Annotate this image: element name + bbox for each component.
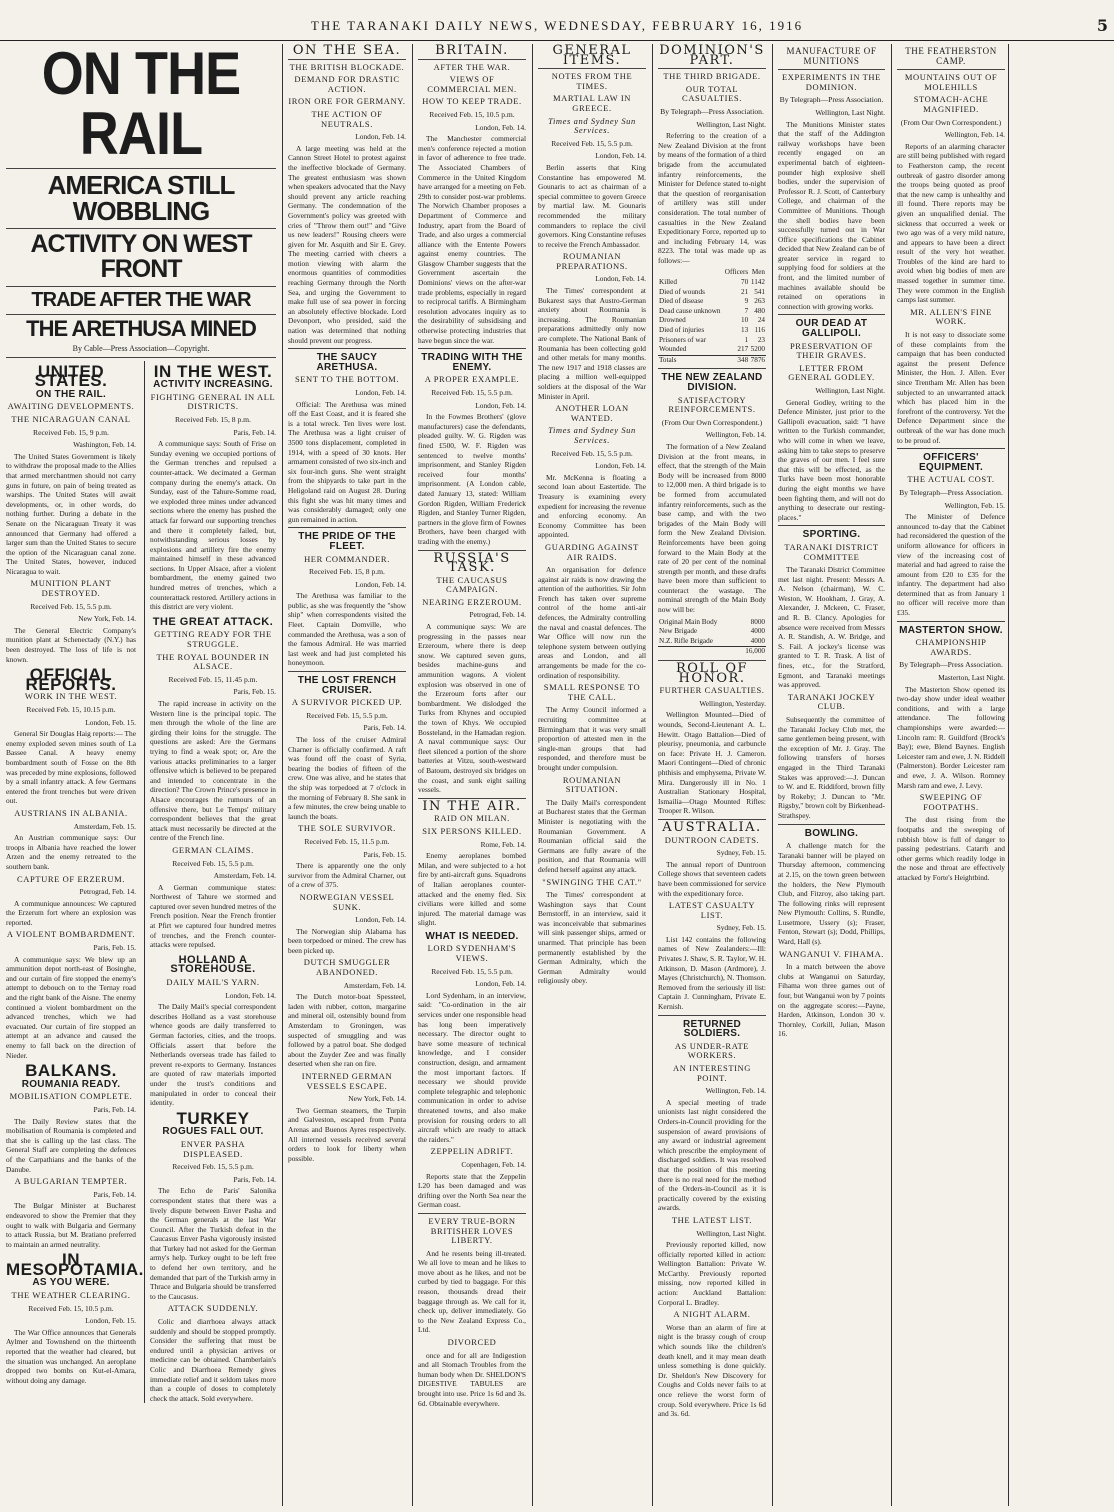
dateline: Wellington, Last Night. (815, 386, 885, 395)
subhead: WANGANUI V. FIHAMA. (778, 948, 885, 959)
article-body: The Norwegian ship Alabama has been torpedoed or mined. The crew has been picked up. (288, 926, 406, 955)
subhead: ZEPPELIN ADRIFT. (430, 1146, 514, 1157)
dateline: Paris, Feb. 15. (93, 943, 136, 953)
subhead: SATISFACTORY REINFORCEMENTS. (668, 394, 756, 415)
article-body: Reports state that the Zeppelin L20 has been damaged and was drifting over the North Sea near the German coast. (418, 1171, 526, 1210)
article-body: The rapid increase in activity on the Western line is the principal topic. The men through the whole of the line are girding their loins for the struggle. The questions are asked: Are the Germans trying to find a weak spot; or, Are the various attacks preliminaries to a larger offensive which is believed to be prepared and intended to concentrate in the direction? The Crown Prince's presence in Alsace encourages the rumours of an offensive there, but Le Temps' military correspondent believes that the great attack must necessarily be directed at the centre of the French line. (150, 699, 276, 843)
dateline: Sydney, Feb. 15. (716, 848, 766, 858)
subhead: THE SOLE SURVIVOR. (298, 823, 396, 834)
advertisement-title: EVERY TRUE-BORN BRITISHER LOVES LIBERTY. (428, 1215, 516, 1246)
column-heading: ROLL OF HONOR. (675, 661, 749, 686)
dateline: London, Feb. 14. (475, 400, 526, 410)
article-body: The Times' correspondent at Bukarest says that Austro-German anxiety about Roumania is increasing. The Roumanian preparations admittedly only now are complete. The National Bank of Roumania has been collecting gold and other metals for many months. The new 1917 and 1918 classes are placing a million well-equipped soldiers at the disposal of the War Minister in April. (538, 286, 646, 401)
byline: By Cable—Press Association—Copyright. (72, 344, 210, 353)
subhead: HOW TO KEEP TRADE. (422, 96, 522, 107)
dateline: New York, Feb. 14. (348, 1094, 406, 1104)
subhead: ATTACK SUDDENLY. (167, 1303, 259, 1314)
article-body: An Austrian communique says: Our troops in Albania have reached the lower Arzen and the enemy retreated to the southern bank. (6, 833, 136, 871)
dateline: London, Feb. 15. (85, 1316, 136, 1326)
table-row: New Brigade 4000 (659, 627, 765, 636)
received-line: Received Feb. 15, 10.15 p.m. (26, 705, 116, 714)
table-row: Died of disease 9 263 (659, 297, 765, 306)
subhead: (From Our Own Correspondent.) (661, 417, 763, 427)
subhead: SENT TO THE BOTTOM. (294, 374, 400, 385)
advertisement-title: DIVORCED (447, 1337, 497, 1348)
article-body: The Arethusa was familiar to the public, as she was frequently the "show ship" when correspondents visited the Fleet. Captain Domville, who commanded the Arethusa, was a son of the famous Admiral. He was married last week and had just completed his honeymoon. (288, 591, 406, 668)
subhead: ROUMANIA READY. (21, 1078, 121, 1090)
telegraph-line: By Telegraph—Press Association. (660, 106, 764, 116)
subhead: THE THIRD BRIGADE. (663, 71, 761, 82)
subhead: GETTING READY FOR THE STRUGGLE. (154, 629, 272, 650)
article-body: Wellington Mounted—Died of wounds, Second-Lieutenant A. L. Hewitt. Otago Battalion—Died of pleurisy, pneumonia, and carbuncle on face: Private H. J. Cameron. Maori Contingent—Died of chronic phthisis and emphysema, Private W. Mira. Dangerously ill in No. 1 Australian Stationary Hospital, Ismailia—Otago Mounted Rifles: Trooper R. Wilson. (658, 710, 766, 816)
dateline: Paris, Feb. 14. (93, 1189, 136, 1199)
headline-trade: TRADE AFTER THE WAR (31, 289, 251, 311)
article-body: There is apparently one the only survivor from the Admiral Charner, out of a crew of 375. (288, 861, 406, 890)
article-body: The Daily Mail's special correspondent describes Holland as a vast storehouse whence goods are daily transferred to German factories, cities, and the troops. Officials assert that before the Netherlands overseas trade has failed to prevent re-exports to Germany. Instances are quoted of raw materials imported under the trust's conditions and manipulated in order to conceal their identity. (150, 1002, 276, 1108)
section-title: IN MESOPOTAMIA. (6, 1250, 144, 1279)
subhead: FIGHTING GENERAL IN ALL DISTRICTS. (150, 391, 276, 412)
column-heading: MANUFACTURE OF MUNITIONS (786, 46, 877, 66)
strength-table (658, 618, 766, 657)
dateline: Paris, Feb. 14. (363, 723, 406, 733)
dateline: London, Feb. 14. (355, 132, 406, 142)
dateline: Sydney, Feb. 15. (716, 923, 766, 933)
article-body: A German communique states: Northwest of Tahure we stormed and captured over seven hundred metres of the French position. Near the French frontier at Pfirt we captured four hundred metres of trenches, and the French counter-attacks were repulsed. (150, 882, 276, 950)
column-heading: BRITAIN. (435, 44, 509, 58)
dateline: Wellington, Feb. 14. (705, 1086, 766, 1096)
subhead: FURTHER CASUALTIES. (659, 685, 765, 696)
dateline: Paris, Feb. 15. (233, 687, 276, 697)
subhead: ROGUES FALL OUT. (162, 1126, 264, 1138)
dateline: Wellington, Feb. 14. (944, 130, 1005, 140)
advertisement-title: SWEEPING OF FOOTPATHS. (919, 792, 983, 812)
subhead: ANOTHER LOAN WANTED. (555, 403, 629, 423)
article-body: Referring to the creation of a New Zealand Division at the front by means of the formation of a third brigade from the accumulated infantry reinforcements, the Minister for Defence stated to-night that the question of reorganisation of artillery was still under consideration. The total number of casualties in the New Zealand Expeditionary Force, reported up to and including February 14, was 8223. The total was made up as follows:— (658, 131, 766, 265)
column-rule (891, 44, 892, 1506)
dateline: London, Feb. 14. (595, 274, 646, 284)
article-body: It is not easy to dissociate some of these complaints from the campaign that has been conducted against the present Defence Minister, the Hon. J. Allen. Ever since Trentham Mr. Allen has been subjected to an unwarranted attack which has placed him in the forefront of the controversy. Yet the Defence Department since the outbreak of the war has done much to be proud of. (897, 330, 1005, 445)
received-line: Received Feb. 15, 5.5 p.m. (172, 1162, 254, 1172)
column-heading: GENERAL ITEMS. (552, 44, 632, 68)
dateline: Wellington, Last Night. (815, 107, 885, 117)
subhead: OUR TOTAL CASUALTIES. (682, 83, 742, 104)
subhead: THE NEW ZEALAND DIVISION. (661, 372, 763, 393)
headline-on-the-rail: ON THE RAIL (41, 44, 241, 167)
article-body: The loss of the cruiser Admiral Charner is officially confirmed. A raft was found off the coast of Syria, bearing the bodies of fifteen of the crew. One was alive, and he states that the ship was torpedoed at 7 o'clock in the morning of February 8. She sank in a few minutes, the crew being unable to launch the boats. (288, 735, 406, 821)
table-row: Died of wounds 21 541 (659, 287, 765, 296)
article-body: The Times' correspondent at Washington says that Count Bernstorff, in an interview, said it was inconceivable that submarines will sink passenger ships, armed or unarmed. That principle has been permanently established by the German Admiralty, which the German Admiralty would religiously obey. (538, 890, 646, 986)
column-edge (1012, 44, 1112, 1506)
table-row: Drowned 10 24 (659, 316, 765, 325)
dateline: Petrograd, Feb. 14. (79, 887, 136, 897)
received-line: Received Feb. 15, 5.5 p.m. (431, 388, 513, 397)
subhead: OFFICERS' EQUIPMENT. (918, 452, 984, 473)
subhead: Times and Sydney Sun Services. (548, 115, 636, 136)
article-body: List 142 contains the following names of New Zealanders:—Ill: Privates J. Shaw, S. R. Taylor, W. H. Atkinson, D. Mason (Ardmore), J. Mayes (Christchurch), N. Thomson. Removed from the seriously ill list: Captain J. Cunningham, Private E. Kernish. (658, 934, 766, 1012)
article-body: In a match between the above clubs at Wanganui on Saturday, Fihama won three games out of four, but Wanganui won by 7 points on the aggregate scores:—Payne, Harden, Atkinson, London 30 v. Thornley, Corkill, Julian, Mason 16. (778, 962, 885, 1039)
table-header: Officers (724, 268, 749, 277)
subhead: THE SAUCY ARETHUSA. (316, 352, 378, 373)
article-body: The Minister of Defence announced to-day that the Cabinet had reconsidered the question of the uniform allowance for officers in view of the increasing cost of material and had agreed to raise the amount from £20 to £35 for the infantry. The department had also determined that as from January 1 no officer will receive more than £35. (897, 512, 1005, 618)
headline-america: AMERICA STILL WOBBLING (47, 170, 235, 226)
column-heading: AUSTRALIA. (662, 819, 762, 835)
newspaper-title: THE TARANAKI DAILY NEWS, WEDNESDAY, FEBRUARY 16, 1916 (310, 18, 804, 33)
table-row: Dead cause unknown 7 480 (659, 306, 765, 315)
article-body: Berlin asserts that King Constantine has empowered M. Gounaris to act as chairman of a special committee to govern Greece by martial law. M. Gounaris recommended the military commanders to replace the civil governors. King Constantine refuses to receive the French Ambassador. (538, 162, 646, 249)
section-title: OFFICIAL REPORTS. (25, 665, 117, 694)
article-body: The Daily Mail's correspondent at Bucharest states that the German Minister is negotiating with the Roumanian Government. A Roumanian official said the Germans are fully aware of the position, and that Roumania will defend herself against any attack. (538, 797, 646, 874)
telegraph-line: By Telegraph—Press Association. (899, 487, 1003, 497)
article-body: The Taranaki District Committee met last night. Present: Messrs A. A. Nelson (chairman), W. C. Weston, W. Hookham, J. Gray, A. Alexander, J. Mckeen, C. Fraser, and R. B. Clancy. Apologies for absence were received from Messrs A. R. Standish, A. W. Bridge, and S. Fail. A jockey's license was granted to T. R. Trask. A list of fines, etc., for the Stratford, Egmont, and Taranaki meetings was approved. (778, 565, 885, 690)
article-body: The Echo de Paris' Salonika correspondent states that there was a lively dispute between Enver Pasha and the German generals at the last War Council. After the Turkish defeat in the Caucasus Enver Pasha vigorously insisted that Turkey had not asked for the German army's help. Turkey ought to be left free to defend her own territory, and he demanded that part of the Turkish army in Thrace and Bulgaria should be transferred to the Caucasus. (150, 1186, 276, 1301)
dateline: London, Feb. 14. (595, 461, 646, 471)
table-row: Died of injuries 13 116 (659, 326, 765, 335)
article-body: An organisation for defence against air raids is now drawing the attention of the authorities. Sir John French has taken over supreme control of the home anti-air defences, the Admiralty controlling the naval and coastal defences. The War Office will now run the telephone system between outlying areas and London, and all arrangements be made for the co-ordination of responsibility. (538, 565, 646, 680)
received-line: Received Feb. 15, 5.5 p.m. (30, 601, 112, 611)
article-body: The General Electric Company's munition plant at Schenectady (N.Y.) has been destroyed. The loss of life is not known. (6, 625, 136, 664)
subhead: NEARING ERZEROUM. (422, 596, 522, 607)
subhead: ROUMANIAN PREPARATIONS. (556, 251, 628, 271)
dateline: London, Feb. 14. (355, 579, 406, 589)
subhead: NORWEGIAN VESSEL SUNK. (299, 891, 395, 912)
table-row: Prisoners of war 1 23 (659, 335, 765, 344)
received-line: Received Feb. 15, 5.5 p.m. (431, 966, 513, 976)
subhead: Times and Sydney Sun Services. (548, 425, 636, 445)
column-general-items (538, 44, 646, 1506)
article-body: Two German steamers, the Turpin and Galveston, escaped from Punta Arenas and Buenos Ayres respectively. All interned vessels received several orders to look for liberty when possible. (288, 1105, 406, 1163)
column-rule (412, 44, 413, 1506)
dateline: Masterton, Last Night. (938, 673, 1005, 683)
article-body: The Masterton Show opened its two-day show under ideal weather conditions, and with a large attendance. The following championships were awarded:—Lincoln ram: R. Guildford (Brock's Bay); ewe, Blend Baynes. English Leicester ram and ewe, J. N. Riddell (Palmerston). Border Leicester ram and ewe, J. A. Wilson. Romney Marsh ram and ewe, J. Levy. (897, 684, 1005, 790)
received-line: Received Feb. 15, 5.5 p.m. (306, 710, 388, 720)
masthead (0, 18, 1114, 41)
dateline: Rome, Feb. 14. (480, 839, 526, 849)
subhead: AWAITING DEVELOPMENTS. (7, 401, 135, 412)
dateline: Copenhagen, Feb. 14. (461, 1159, 526, 1169)
subhead: ROUMANIAN SITUATION. (562, 774, 622, 795)
received-line: Received Feb. 15, 5.5 p.m. (551, 138, 633, 148)
article-body: The Bulgar Minister at Bucharest endeavored to show the Premier that they ought to walk with Bulgaria and Germany to attack Russia, but M. Bratiano preferred to maintain an armed neutrality. (6, 1201, 136, 1249)
article-body: The War Office announces that Generals Aylmer and Townshend on the thirteenth reported that the weather had cleared, but the situation was unchanged. An aeroplane dropped two bombs on Kut-el-Amara, without doing any damage. (6, 1327, 136, 1385)
subhead: MOUNTAINS OUT OF MOLEHILLS (904, 72, 998, 92)
article-body: A communique says: We are progressing in the passes near Erzeroum, where there is deep snow. We captured seven guns, besides machine-guns and ammunition wagons. A violent explosion was observed in one of the Erzeroum forts after our bombardment. We dislodged the Turks from Khynes and occupied the town of Khys. We occupied Bossteland, in the Hamadan region. A naval communique says: Our fleet silenced a portion of the shore batteries at Vitzu, south-westward of Batoum, destroyed six bridges on the coast, and sunk eight sailing vessels. (418, 622, 526, 795)
dateline: London, Feb. 14. (595, 151, 646, 161)
article-body: A communique says: We blew up an ammunition depot north-east of Bosinghe, and our curtain of fire stopped the enemy's attempt to debouch on to the Ternay road and the right bank of the Aisne. The enemy continued a violent bombardment on the advanced trenches, which we had evacuated. Our curtain of fire stopped an attempt at an advance and caused the enemy to fall back on the direction of Nieder. (6, 954, 136, 1060)
subhead: NOTES FROM THE TIMES. (551, 71, 633, 91)
subhead: OUR DEAD AT GALLIPOLI. (795, 318, 868, 340)
column-rule (1008, 44, 1009, 1506)
subhead: LETTER FROM GENERAL GODLEY. (788, 362, 875, 383)
article-body: A challenge match for the Taranaki banner will be played on Thursday afternoon, commencing at 2.15, on the town green between the holders, the New Plymouth Club, and Fitzroy, also taking part. The following rinks will represent New Plymouth: Collins, S. Rundle, Lusetmore, Ussery (s); Fraser, Fenton, Stewart (s); Dodd, Phillips, Ward, Hall (s). (778, 841, 885, 947)
subhead: PRESERVATION OF THEIR GRAVES. (789, 340, 874, 361)
subhead: CHAMPIONSHIP AWARDS. (915, 637, 987, 657)
table-row: Original Main Body 8000 (659, 617, 765, 626)
subhead: AN INTERESTING POINT. (672, 1063, 752, 1083)
section-title: HOLLAND A STOREHOUSE. (170, 953, 256, 976)
subhead: DEMAND FOR DRASTIC ACTION. (294, 74, 400, 94)
subhead: BOWLING. (804, 827, 859, 839)
table-total-row: Totals 348 7876 (659, 355, 765, 364)
subhead: LORD SYDENHAM'S VIEWS. (427, 943, 517, 964)
subhead: ENVER PASHA DISPLEASED. (180, 1138, 246, 1159)
received-line: Received Feb. 15, 8 p.m. (309, 567, 385, 577)
subhead: INTERNED GERMAN VESSELS ESCAPE. (301, 1071, 393, 1091)
column-dominions-part (658, 44, 766, 1506)
dateline: London, Feb. 14. (225, 990, 276, 1000)
subhead: TARANAKI JOCKEY CLUB. (787, 691, 876, 712)
advertisement-body: Worse than an alarm of fire at night is the brassy cough of croup which sounds like the children's death knell, and it may mean death unless something is done quickly. Dr. Sheldon's New Discovery for Coughs and Colds never fails to at once relieve the worst form of croup. Sold everywhere. Price 1s 6d and 3s. 6d. (658, 1322, 766, 1419)
subhead: RAID ON MILAN. (434, 813, 510, 824)
article-body: The Munitions Minister states that the staff of the Addington railway workshops have been recently engaged on an experimental batch of eighteen-pounder high explosive shell bodies, under the supervision of Professor R. J. Scott, of Canterbury College, and chairman of the Committee of Munitions. Though the shell bodies have been successfully turned out in War Office specifications the Cabinet decided that New Zealand can be of greater service in regard to supplying food for soldiers at the front, and the limited number of machines available should be retained on operations in connection with growing works. (778, 119, 885, 311)
subhead: ACTIVITY INCREASING. (153, 379, 273, 391)
subhead: A BULGARIAN TEMPTER. (14, 1176, 128, 1187)
subhead: MR. ALLEN'S FINE WORK. (910, 306, 992, 327)
subhead: DUNTROON CADETS. (664, 834, 760, 845)
article-body: Official: The Arethusa was mined off the East Coast, and it is feared she is a total wreck. Ten lives were lost. The Arethusa was a light cruiser of 3500 tons displacement, completed in 1914, with a speed of 30 knots. Her armament consisted of two six-inch and six four-inch guns. She went straight from the shipyards to take part in the Heligoland raid on August 28. During this fight she was hit many times and was considerably damaged; only one gun remained in action. (288, 399, 406, 524)
subhead: AS YOU WERE. (32, 1277, 110, 1289)
table-total-row: 16,000 (658, 647, 766, 657)
article-body: General Godley, writing to the Defence Minister, just prior to the Gallipoli evacuation, said: "I have written to the Turkish commander, who will come in when we leave, asking him to take steps to preserve the graves of our men. I feel sure that this will be effected, as the Turks have been most honorable during the eight months we have been fighting them, and will not do anything to desecrate our resting-places." (778, 397, 885, 522)
received-line: Received Feb. 15, 11.5 p.m. (304, 836, 390, 846)
telegraph-line: By Telegraph—Press Association. (779, 95, 884, 105)
column-rule (532, 44, 533, 1506)
subhead: THE ROYAL BOUNDER IN ALSACE. (156, 651, 270, 672)
section-title: IN THE WEST. (153, 361, 273, 381)
dateline: London, Feb. 15. (85, 717, 136, 727)
dateline: London, Feb. 14. (355, 915, 406, 925)
subhead: A SURVIVOR PICKED UP. (291, 697, 403, 708)
section-title: BALKANS. (25, 1061, 117, 1081)
column-heading: ON THE SEA. (292, 44, 402, 58)
dateline: Amsterdam, Feb. 14. (343, 980, 406, 990)
headline-arethusa: THE ARETHUSA MINED (26, 316, 256, 341)
subhead: SIX PERSONS KILLED. (422, 825, 522, 836)
subhead: GUARDING AGAINST AIR RAIDS. (545, 541, 639, 562)
column-munitions-sporting (778, 44, 885, 1506)
column-featherston-camp (897, 44, 1005, 1506)
section-title: UNITED STATES. (34, 361, 108, 391)
subhead: IRON ORE FOR GERMANY. (288, 96, 406, 107)
article-body: A large meeting was held at the Cannon Street Hotel to protest against the ineffective blockade of Germany. The greatest enthusiasm was shown when speakers advocated that the Navy should prevent any article reaching Germany. The condemnation of the Government's policy was greeted with cries of "Throw them out!" and "Give us new leaders!" Rousing cheers were given for Mr. Asquith and Sir E. Grey. The meeting carried with cheers a motion viewing with alarm the enormous quantities of commodities reaching Germany through the North Sea, and urging the Government to make full use of sea power in forcing an absolutely effective blockade. Lord Devonport, who presided, said the nation was determined that nothing should prevent our progress. (288, 143, 406, 345)
subhead: TRADING WITH THE ENEMY. (421, 352, 523, 373)
subhead: STOMACH-ACHE MAGNIFIED. (913, 94, 989, 114)
subhead: MARTIAL LAW IN GREECE. (552, 93, 632, 113)
advertisement-body: Colic and diarrhoea always attack suddenly and should be stopped promptly. Consider the suffering that must be endured until a physician arrives or medicine can be obtained. Chamberlain's Colic and Diarrhoea Remedy gives immediate relief and it seldom takes more than a couple of doses to completely check the attack. Sold everywhere. (150, 1317, 276, 1403)
received-line: Received Feb. 15, 11.45 p.m. (168, 674, 258, 684)
column-britain (418, 44, 526, 1506)
received-line: Received Feb. 15, 8 p.m. (175, 414, 251, 424)
dateline: Paris, Feb. 14. (93, 1104, 136, 1114)
dateline: Wellington, Feb. 15. (944, 500, 1005, 510)
article-body: A communique says: South of Frise on Sunday evening we occupied portions of the German trenches and repulsed a counter-attack. We decimated a German company during the enemy's attack. On Sunday, east of the Tahure-Somme road, we exploded three mines under advanced sections where the enemy has pushed the attack far forward our supporting trenches and there it completely failed, but, notwithstanding serious losses by explosions and artillery fire the enemy maintained himself in these advanced sections. In Upper Alsace, after a violent bombardment, the enemy gained two hundred metres of trenches, which a counterattack restored. Artillery actions in this district are very violent. (150, 439, 276, 612)
table-header (658, 268, 723, 278)
received-line: Received Feb. 15, 9 p.m. (33, 427, 109, 437)
column-on-the-sea (288, 44, 406, 1506)
advertisement-body: once and for all are Indigestion and all Stomach Troubles from the human body when Dr. SHELDON'S DIGESTIVE TABULES are brought into use. Price 1s 6d and 3s. 6d. Obtainable everywhere. (418, 1350, 526, 1408)
telegraph-line: By Telegraph—Press Association. (899, 660, 1003, 670)
subhead: CAPTURE OF ERZERUM. (17, 873, 125, 884)
subhead: THE PRIDE OF THE FLEET. (298, 531, 396, 552)
column-heading: DOMINION'S PART. (659, 44, 765, 68)
dateline: Wellington, Yesterday. (699, 698, 766, 708)
subhead: AUSTRIANS IN ALBANIA. (14, 807, 128, 818)
column-1 (6, 44, 276, 1506)
subhead: TARANAKI DISTRICT COMMITTEE (784, 541, 879, 562)
subhead: SMALL RESPONSE TO THE CALL. (543, 682, 641, 702)
column-rule (652, 44, 653, 1506)
dateline: Wellington, Last Night. (696, 119, 766, 129)
subhead: THE ACTUAL COST. (907, 474, 995, 485)
dateline: Paris, Feb. 15. (363, 849, 406, 859)
subhead: MUNITION PLANT DESTROYED. (30, 578, 112, 599)
subhead: MASTERTON SHOW. (899, 624, 1003, 636)
subhead: RETURNED SOLDIERS. (683, 1018, 741, 1040)
dateline: London, Feb. 14. (475, 979, 526, 989)
subhead: A PROPER EXAMPLE. (424, 374, 520, 385)
dateline: Petrograd, Feb. 14. (469, 610, 526, 620)
subhead: A VIOLENT BOMBARDMENT. (6, 929, 136, 940)
column-heading: IN THE AIR. (422, 798, 522, 814)
subhead: THE LATEST LIST. (671, 1214, 753, 1225)
article-body: The Dutch motor-boat Spessteel, laden with rubber, cotton, margarine and mineral oil, ostensibly bound from Amsterdam to Groningen, was suspected of smuggling and was followed by a patrol boat. She dodged about the Zuyder Zee and was finally deserted when she ran on fire. (288, 992, 406, 1069)
column-rule (282, 44, 283, 1506)
article-body: Mr. McKenna is floating a second loan about Eastertide. The Treasury is examining every expedient for increasing the revenue and enforcing economy. An Economy Committee has been appointed. (538, 472, 646, 540)
subhead: (From Our Own Correspondent.) (900, 117, 1002, 127)
dateline: Washington, Feb. 14. (73, 440, 136, 450)
dateline: London, Feb. 14. (475, 122, 526, 132)
subhead: EXPERIMENTS IN THE DOMINION. (782, 72, 881, 92)
subhead: WHAT IS NEEDED. (425, 930, 519, 942)
article-body: General Sir Douglas Haig reports:— The enemy exploded seven mines south of La Bassee Canal. A heavy enemy bombardment south of Fosse on the 8th was preceded by mine explosions, followed by a small infantry attack. A few Germans entered the front trenches but were driven out. (6, 729, 136, 806)
article-body: A special meeting of trade unionists last night considered the Orders-in-Council providing for the suspension of award provisions of any award or industrial agreement which prescribe the employment of discharged soldiers. It was resolved that the position of this meeting there is no real need for the method of the Orders-in-Council as it is practically covered by the existing awards. (658, 1097, 766, 1213)
dateline: New York, Feb. 14. (78, 614, 136, 624)
subhead: DAILY MAIL'S YARN. (166, 977, 260, 988)
dateline: Paris, Feb. 14. (233, 1174, 276, 1184)
article-body: Lord Sydenham, in an interview, said: "Co-ordination in the air services under one responsible head has long been imperatively necessary. The director ought to have some measure of technical knowledge, and I consider construction, design, and armament the most important factors. If necessary we should provide complete telegraphic and telephonic communication in order to advise threatened towns, and also make provision for rousing orders to all aircraft which are ready to attack the raiders." (418, 990, 526, 1144)
dateline: Paris, Feb. 14. (233, 427, 276, 437)
subhead: VIEWS OF COMMERCIAL MEN. (427, 74, 517, 94)
subhead: THE WEATHER CLEARING. (11, 1290, 131, 1301)
table-row: Wounded 217 5200 (659, 345, 765, 354)
column-heading: RUSSIA'S TASK. (433, 550, 511, 576)
subhead: "SWINGING THE CAT." (542, 876, 642, 887)
subhead: WORK IN THE WEST. (24, 691, 118, 702)
dateline: Wellington, Feb. 14. (705, 430, 766, 440)
article-body: In the Fowmes Brothers' (glove manufacturers) case the defendants, pleaded guilty. W. G. Rigden was fined £500, W. F. Rigden was sentenced to twelve months' imprisonment, and Stanley Rigden received four months' imprisonment. (A London cable, dated January 13, stated: William Gordon Rigden, William Frederick Rigden, and Stanley Turner Rigden, partners in the glove firm of Fownes Brothers, have been charged with trading with the enemy.) (418, 412, 526, 546)
advertisement-body: The dust rising from the footpaths and the sweeping of rubbish blow is full of danger to passing pedestrians. Catarrh and other germs which readily lodge in the nose and throat are effectively attacked by Forte's Heightbind. (897, 815, 1005, 882)
subhead: AFTER THE WAR. (433, 61, 511, 72)
subhead: THE NICARAGUAN CANAL (11, 413, 131, 424)
subhead: MOBILISATION COMPLETE. (9, 1091, 133, 1102)
article-body: The annual report of Duntroon College shows that seventeen cadets have been commissioned for service with the expeditionary force. (658, 859, 766, 898)
advertisement-body: And he resents being ill-treated. We all love to mean and he likes to move about as he likes, and not be curbed by tied to baggage. For this reason, thousands dread their baggage through as. We call for it, check up, deliver immediately. Go to the New Zealand Express Co., Ltd. (418, 1248, 526, 1335)
article-body: The formation of a New Zealand Division at the front means, in effect, that the strength of the Main Body will be increased from 8000 to 12,000 men. A third brigade is to be formed from accumulated infantry reinforcements, such as the base camp, and with the two brigades of the Main Body will form the New Zealand Division. Reinforcements have been going forward to the Main Body at the rate of 20 per cent of the nominal strength per month, and these drafts have been more than sufficient to counteract the wastage. The nominal strength of the Main Body now will be: (658, 441, 766, 615)
received-line: Received Feb. 15, 10.5 p.m. (28, 1303, 114, 1313)
dateline: Amsterdam, Feb. 14. (213, 871, 276, 881)
article-body: Subsequently the committee of the Taranaki Jockey Club met, the same gentlemen being present, with the exception of Mr. J. Gray. The following transfers of horses engaged in the Third Taranaki Stakes was approved:—J. Duncan to W. and E. Riddiford, brown filly by Rokeby; J. Duncan to "Mr. Rigsby," brown colt by Birkenhead-Strathspey. (778, 715, 885, 820)
subhead: LATEST CASUALTY LIST. (668, 900, 756, 920)
advertisement-title: A NIGHT ALARM. (673, 1309, 751, 1320)
table-row: Killed 70 1142 (659, 278, 765, 287)
dateline: London, Feb. 14. (355, 388, 406, 397)
article-body: The Daily Review states that the mobilisation of Roumania is completed and that she is calling up the last class. The General Staff are completing the defences of the Carpathians and the banks of the Danube. (6, 1116, 136, 1174)
subhead: ON THE RAIL. (35, 388, 107, 400)
section-title: THE GREAT ATTACK. (152, 615, 274, 628)
subhead: THE ACTION OF NEUTRALS. (311, 108, 383, 129)
article-body: The Army Council informed a recruiting committee at Birmingham that it was very small proportion of attested men in the single-man groups that had responded, and therefore must be brought under compulsion. (538, 705, 646, 772)
table-header: Men (751, 268, 765, 277)
subhead: HER COMMANDER. (304, 553, 390, 564)
article-body: The United States Government is likely to withdraw the proposal made to the Allies that armed merchantmen should not carry guns in future, on pain of being treated as warships. The United States will await developments, or, in other words, do nothing further. During a debate in the Senate on the Nicaraguan Treaty it was announced that Germany had offered a larger sum than the United States to secure the option of the Nicaraguan canal zone. The United States, however, induced Nicaragua to wait. (6, 451, 136, 576)
column-rule (772, 44, 773, 1506)
article-body: The Manchester commercial men's conference rejected a motion in favor of adherence to free trade. The Associated Chambers of Commerce in the United Kingdom have arranged for a meeting on Feb. 29th to consider post-war problems. The Norwich Chamber proposes a Department of Commerce and Industry, apart from the Board of Trade, and also urges a commercial alliance with the Entente Powers against enemy countries. The Glasgow Chamber suggests that the Government ascertain the Dominions' views on the after-war trade problems, especially in regard to reciprocal tariffs. A Birmingham resolution advocates inquiry as to the desirability of subsidising and otherwise protecting industries that have begun since the war. (418, 134, 526, 345)
subhead: GERMAN CLAIMS. (172, 844, 254, 855)
subhead: THE BRITISH BLOCKADE. (289, 61, 405, 72)
section-title: TURKEY (176, 1108, 250, 1128)
subhead: THE LOST FRENCH CRUISER. (297, 675, 397, 696)
column-heading: THE FEATHERSTON CAMP. (905, 46, 997, 66)
received-line: Received Feb. 15, 5.5 p.m. (551, 448, 633, 458)
casualty-table (658, 268, 766, 365)
table-row: N.Z. Rifle Brigade 4000 (659, 636, 765, 645)
article-body: A communique announces: We captured the Erzerum fort where an explosion was reported. (6, 898, 136, 927)
article-body: Previously reported killed, now officially reported killed in action: Wellington Battalion: Private W. McCarthy. Previously reported missing, now reported killed in action: Auckland Battalion: Corporal L. Bradley. (658, 1240, 766, 1307)
subhead: AS UNDER-RATE WORKERS. (674, 1040, 750, 1061)
subhead: DUTCH SMUGGLER ABANDONED. (303, 957, 391, 978)
dateline: Wellington, Last Night. (696, 1228, 766, 1238)
headline-west-front: ACTIVITY ON WEST FRONT (30, 230, 252, 283)
article-body: Enemy aeroplanes bombed Milan, and were subjected to a hot fire by anti-aircraft guns. Squadrons of Italian aeroplanes counter-attacked and the enemy fled. Six civilians were killed and some injured. The material damage was slight. (418, 851, 526, 928)
dateline: Amsterdam, Feb. 15. (73, 821, 136, 831)
subhead: SPORTING. (802, 529, 861, 541)
received-line: Received Feb. 15, 5.5 p.m. (172, 858, 254, 868)
page-number: 5 (1096, 16, 1108, 35)
article-body: Reports of an alarming character are still being published with regard to Featherston camp, the recent outbreak of gastro disorder among the troops being quoted as proof that the new camp is unhealthy and ill found. There reports may be given an unqualified denial. The sickness that occurred a week or two ago was of a very mild nature, and appears to have been a direct result of the very hot weather. Troubles of the kind are hard to avoid when big bodies of men are massed together in summer time. They were common in the English camps last summer. (897, 141, 1005, 305)
subhead: THE CAUCASUS CAMPAIGN. (436, 574, 508, 595)
received-line: Received Feb. 15, 10.5 p.m. (429, 109, 515, 119)
